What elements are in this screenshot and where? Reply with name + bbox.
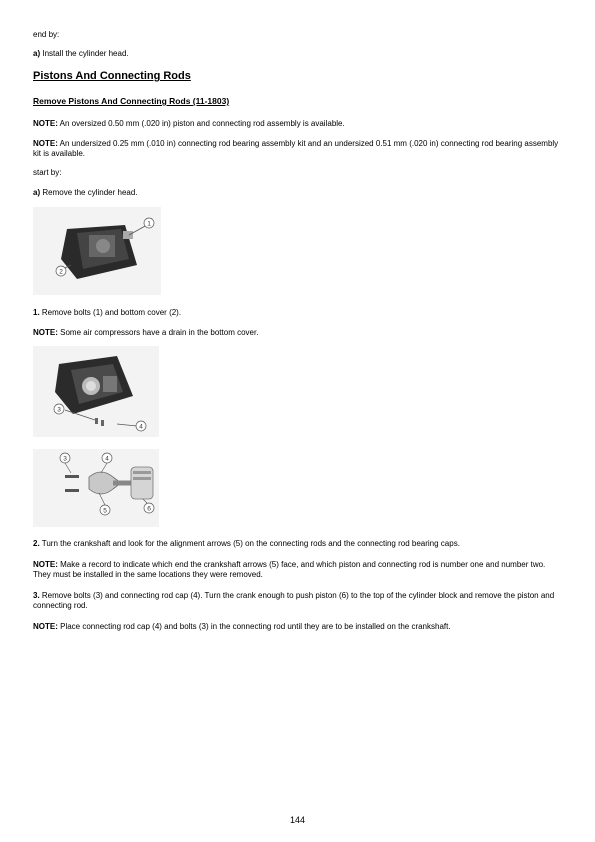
step-3 — [33, 591, 563, 611]
svg-text:2: 2 — [59, 268, 63, 276]
step-label: a) — [33, 188, 41, 197]
svg-text:1: 1 — [147, 220, 151, 228]
svg-text:3: 3 — [63, 455, 67, 463]
step-text: Turn the crankshaft and look for the alignment arrows (5) on the connecting rods and the connecting rod bearing caps. — [39, 539, 460, 548]
step-2 — [33, 539, 563, 549]
note-label: NOTE: — [33, 328, 58, 337]
figure-piston-connecting-rod — [33, 449, 159, 527]
note-undersized-bearing — [33, 139, 563, 159]
step-text: Remove the cylinder head. — [40, 188, 138, 197]
page-number: 144 — [289, 815, 306, 825]
note-label: NOTE: — [33, 119, 58, 128]
svg-text:3: 3 — [57, 406, 61, 414]
figure-compressor-bottom-cover — [33, 207, 161, 295]
note-text: Some air compressors have a drain in the bottom cover. — [57, 328, 259, 337]
note-place-cap — [33, 622, 563, 632]
svg-text:5: 5 — [103, 507, 107, 515]
svg-text:6: 6 — [147, 505, 151, 513]
note-label: NOTE: — [33, 560, 58, 569]
figure-connecting-rod-cap — [33, 346, 159, 437]
note-drain — [33, 328, 563, 338]
note-text: An oversized 0.50 mm (.020 in) piston and connecting rod assembly is available. — [57, 119, 345, 128]
start-by-label: start by: — [33, 168, 62, 177]
step-number: 3. — [33, 591, 40, 600]
subsection-title: Remove Pistons And Connecting Rods (11-1803) — [33, 96, 230, 106]
end-by-step — [33, 49, 563, 59]
step-label: a) — [33, 49, 41, 58]
compressor-illustration — [33, 207, 161, 295]
note-text: An undersized 0.25 mm (.010 in) connecting rod bearing assembly kit and an undersized 0.51 mm (.020 in) connecting rod bearing assembly kit is available. — [33, 139, 559, 158]
note-label: NOTE: — [33, 622, 58, 631]
note-text: Make a record to indicate which end the crankshaft arrows (5) face, and which piston and connecting rod is number one and number two. They must be installed in the same locations they were removed. — [33, 560, 546, 579]
svg-text:4: 4 — [139, 423, 143, 431]
note-text: Place connecting rod cap (4) and bolts (3) in the connecting rod until they are to be installed on the crankshaft. — [57, 622, 451, 631]
end-by-label: end by: — [33, 30, 60, 39]
step-1 — [33, 308, 563, 318]
piston-rod-illustration — [33, 449, 159, 527]
section-title: Pistons And Connecting Rods — [33, 70, 191, 82]
start-by-step — [33, 188, 563, 198]
step-text: Install the cylinder head. — [40, 49, 129, 58]
note-record-arrows — [33, 560, 563, 580]
note-label: NOTE: — [33, 139, 58, 148]
step-text: Remove bolts (1) and bottom cover (2). — [39, 308, 182, 317]
step-number: 1. — [33, 308, 40, 317]
step-number: 2. — [33, 539, 40, 548]
note-oversized-piston — [33, 119, 563, 129]
compressor-open-illustration — [33, 346, 159, 437]
svg-text:4: 4 — [105, 455, 109, 463]
step-text: Remove bolts (3) and connecting rod cap (4). Turn the crank enough to push piston (6) to the top of the cylinder block and remove the piston and connecting rod. — [33, 591, 555, 610]
